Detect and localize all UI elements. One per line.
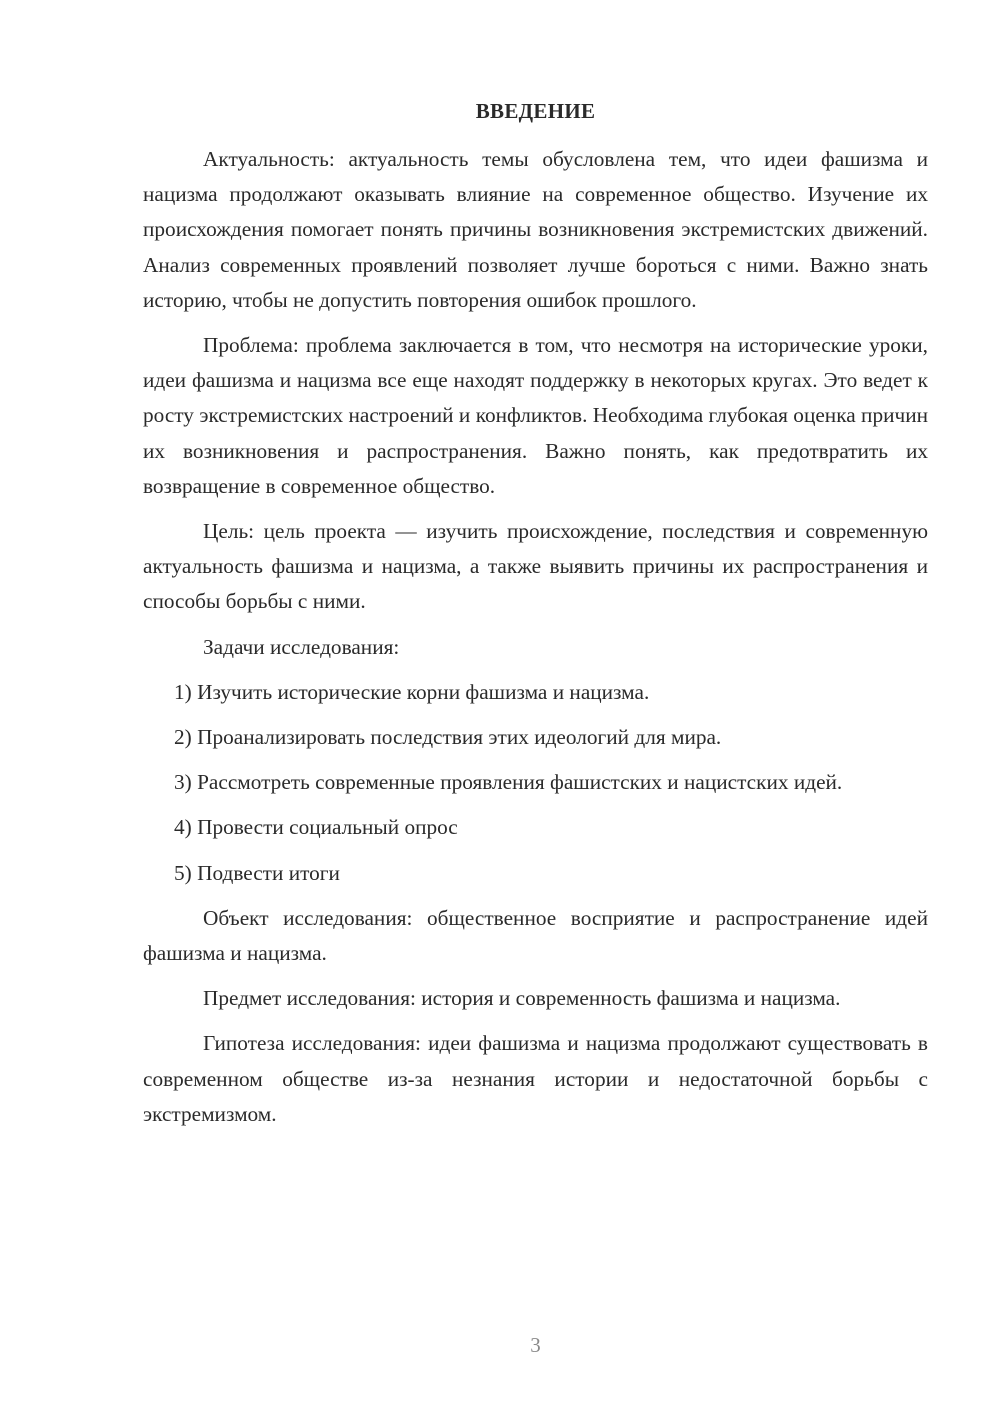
- paragraph-subject: Предмет исследования: история и современность фашизма и нацизма.: [203, 986, 841, 1011]
- paragraph-tasks-heading: Задачи исследования:: [203, 634, 400, 659]
- task-item-4: 4) Провести социальный опрос: [174, 815, 458, 840]
- paragraph-hypothesis: Гипотеза исследования: идеи фашизма и нацизма продолжают существовать в современном обществе из-за незнания истории и недостаточной борьбы с экстремизмом.: [143, 1031, 928, 1126]
- paragraph-relevance: Актуальность: актуальность темы обусловлена тем, что идеи фашизма и нацизма продолжают оказывать влияние на современное общество. Изучение их происхождения помогает понять причины возникновения экстремистских движений. Анализ современных проявлений позволяет лучше бороться с ними. Важно знать историю, чтобы не допустить повторения ошибок прошлого.: [143, 147, 928, 312]
- document-body: [143, 142, 928, 1142]
- page-number: 3: [530, 1333, 541, 1357]
- paragraph-goal: Цель: цель проекта — изучить происхождение, последствия и современную актуальность фашизма и нацизма, а также выявить причины их распространения и способы борьбы с ними.: [143, 519, 928, 614]
- paragraph-object: Объект исследования: общественное восприятие и распространение идей фашизма и нацизма.: [143, 905, 928, 966]
- task-item-5: 5) Подвести итоги: [174, 860, 340, 885]
- task-item-3: 3) Рассмотреть современные проявления фашистских и нацистских идей.: [174, 770, 843, 795]
- section-heading: ВВЕДЕНИЕ: [475, 99, 596, 123]
- task-item-1: 1) Изучить исторические корни фашизма и нацизма.: [174, 679, 650, 704]
- paragraph-problem: Проблема: проблема заключается в том, что несмотря на исторические уроки, идеи фашизма и нацизма все еще находят поддержку в некоторых кругах. Это ведет к росту экстремистских настроений и конфликтов. Необходима глубокая оценка причин их возникновения и распространения. Важно понять, как предотвратить их возвращение в современное общество.: [143, 333, 928, 498]
- task-item-2: 2) Проанализировать последствия этих идеологий для мира.: [174, 725, 722, 750]
